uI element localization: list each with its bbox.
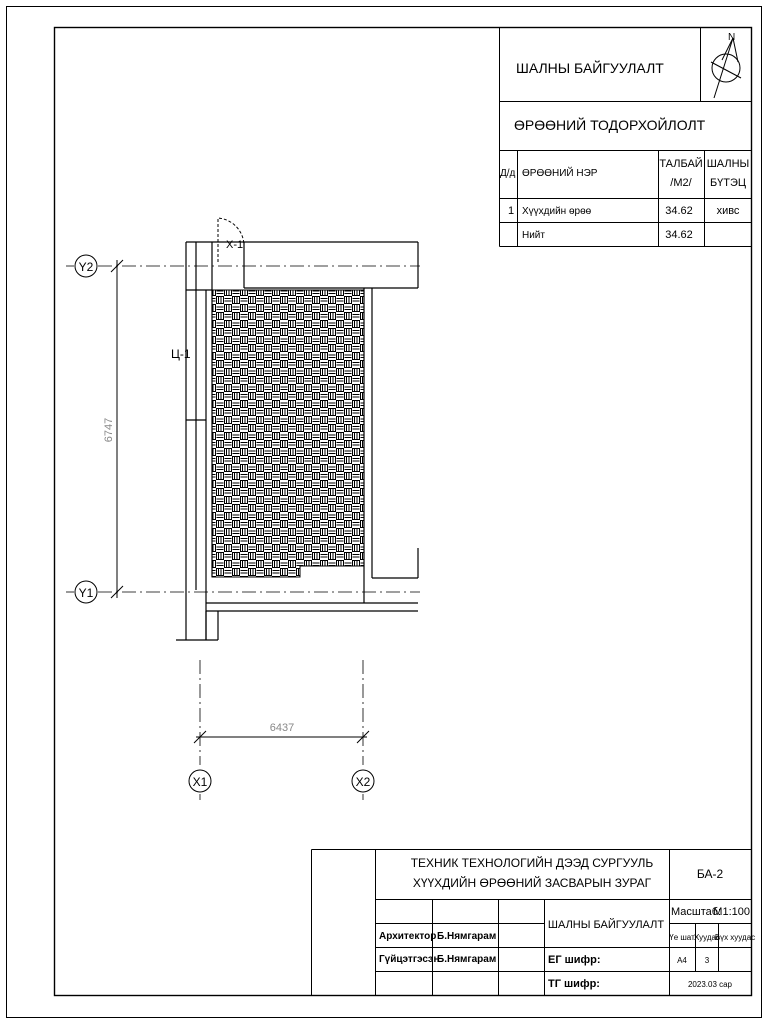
grid-bubble-x1 xyxy=(189,770,211,800)
inner-frame xyxy=(55,28,752,996)
architect-label: Архитектор xyxy=(379,931,437,942)
legend-subtitle: ӨРӨӨНИЙ ТОДОРХОЙЛОЛТ xyxy=(514,117,706,133)
drawing-date: 2023.03 сар xyxy=(687,980,733,989)
drawing-name: ШАЛНЫ БАЙГУУЛАЛТ xyxy=(547,919,665,931)
grid-label-x1: X1 xyxy=(192,775,208,789)
grid-bubble-y2 xyxy=(66,255,97,277)
header-floor-line2: БҮТЭЦ xyxy=(709,177,747,189)
sheet-value: 3 xyxy=(704,956,710,965)
north-arrow-icon xyxy=(711,38,741,98)
total-label: Бүх хуудас xyxy=(714,933,756,942)
header-room-name: ӨРӨӨНИЙ НЭР xyxy=(522,168,598,179)
row-1-name: Хүүхдийн өрөө xyxy=(522,206,592,217)
grid-label-y1: Y1 xyxy=(78,586,94,600)
institution-line2: ХҮҮХДИЙН ӨРӨӨНИЙ ЗАСВАРЫН ЗУРАГ xyxy=(412,876,652,890)
row-1-floor: хивс xyxy=(716,205,740,217)
title-block xyxy=(312,850,752,996)
scale-label: Масштаб: xyxy=(671,906,722,918)
stage-value: А4 xyxy=(677,956,687,965)
dimension-horizontal-label: 6437 xyxy=(269,722,295,734)
grid-label-x2: X2 xyxy=(355,775,371,789)
sheet-code: БА-2 xyxy=(696,867,724,881)
door-tag: Х-1 xyxy=(226,239,244,251)
stage-label: Үе шат xyxy=(669,933,695,942)
architect-name: Б.Нямгарам xyxy=(437,931,497,942)
grid-bubble-x2 xyxy=(352,770,374,800)
row-2-area: 34.62 xyxy=(665,229,693,241)
grid-bubble-y1 xyxy=(66,581,97,603)
header-floor-line1: ШАЛНЫ xyxy=(706,158,750,170)
sheet-label: Хуудас xyxy=(693,933,721,942)
grid-label-y2: Y2 xyxy=(78,260,94,274)
row-1-area: 34.62 xyxy=(665,205,693,217)
row-1-no: 1 xyxy=(507,205,515,217)
legend-title: ШАЛНЫ БАЙГУУЛАЛТ xyxy=(516,60,664,76)
institution-line1: ТЕХНИК ТЕХНОЛОГИЙН ДЭЭД СУРГУУЛЬ xyxy=(410,856,654,870)
tg-code: ТГ шифр: xyxy=(548,978,600,990)
header-area-line1: ТАЛБАЙ xyxy=(659,158,703,170)
parquet-floor xyxy=(212,290,364,577)
executor-name: Б.Нямгарам xyxy=(437,954,497,965)
header-area-line2: /М2/ xyxy=(670,177,692,189)
window-tag: Ц-1 xyxy=(171,347,191,361)
dimension-vertical-label: 6747 xyxy=(103,417,115,443)
eg-code: ЕГ шифр: xyxy=(548,954,601,966)
header-no: Д/д xyxy=(500,168,516,179)
scale-value: М1:100 xyxy=(713,906,750,918)
north-label: N xyxy=(728,32,736,43)
row-2-name: Нийт xyxy=(522,230,545,241)
executor-label: Гүйцэтгэсэн xyxy=(379,954,440,965)
